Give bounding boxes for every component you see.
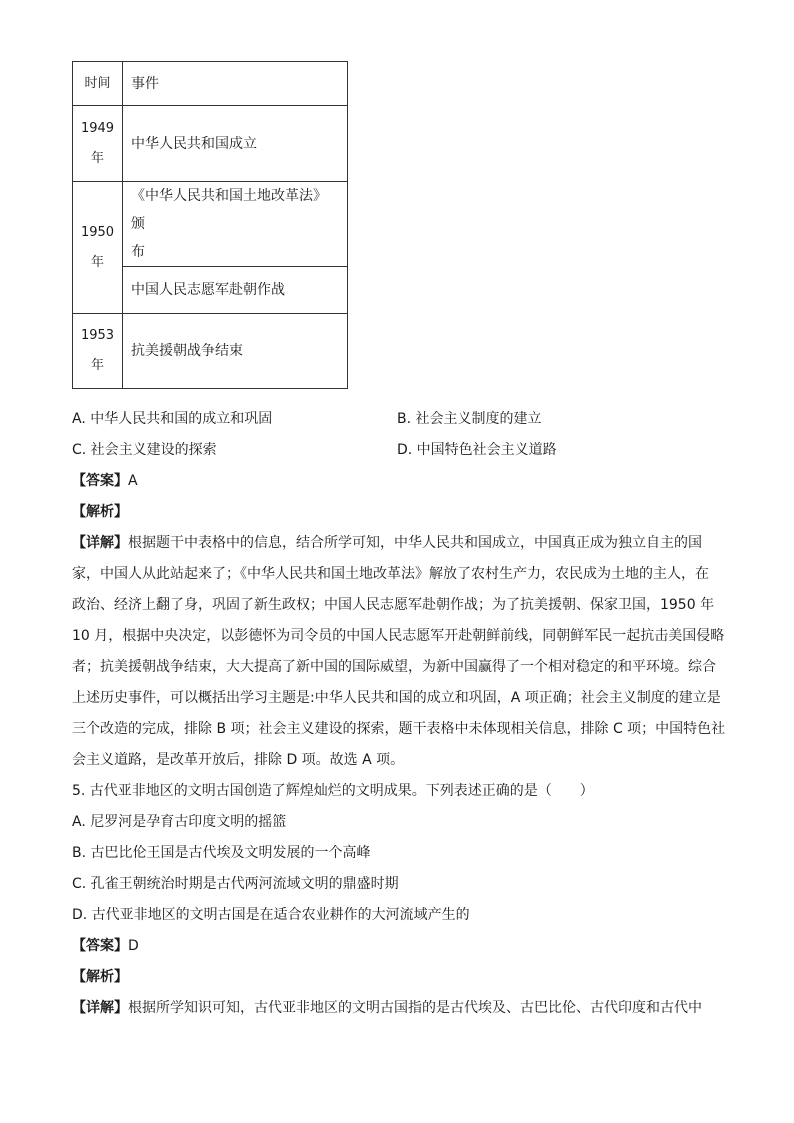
year-unit: 年: [90, 358, 104, 373]
detail-tag: 【详解】: [72, 1000, 128, 1016]
q5-answer-line: [72, 936, 139, 956]
detail-text: 根据所学知识可知，古代亚非地区的文明古国指的是古代埃及、古巴比伦、古代印度和古代中: [128, 1000, 702, 1016]
event-cell: 中国人民志愿军赴朝作战: [123, 267, 348, 314]
year-unit: 年: [90, 254, 104, 270]
q4-option-b: B. 社会主义制度的建立: [397, 411, 542, 427]
q4-option-a: A. 中华人民共和国的成立和巩固: [72, 411, 273, 427]
event-cell: 中华人民共和国成立: [123, 106, 348, 182]
q5-option-a: A. 尼罗河是孕育古印度文明的摇篮: [72, 814, 287, 830]
answer-value: D: [128, 938, 139, 954]
year-cell: [73, 106, 123, 182]
q5-option-c: C. 孔雀王朝统治时期是古代两河流域文明的鼎盛时期: [72, 876, 399, 892]
event-cell: [123, 182, 348, 267]
q5-stem: 5. 古代亚非地区的文明古国创造了辉煌灿烂的文明成果。下列表述正确的是（ ）: [72, 783, 594, 799]
q4-detail-line: 三个改造的完成，排除 B 项；社会主义建设的探索，题干表格中未体现相关信息，排除 C 项；中国特色社: [72, 721, 726, 737]
q4-detail-line: [72, 533, 702, 553]
header-time: 时间: [73, 62, 123, 106]
q4-detail-line: 会主义道路，是改革开放后，排除 D 项。故选 A 项。: [72, 752, 405, 768]
event-line: 布: [131, 244, 145, 260]
year-number: 1949: [80, 120, 115, 136]
event-cell: 抗美援朝战争结束: [123, 314, 348, 389]
header-event: 事件: [123, 62, 348, 106]
events-table: [72, 61, 348, 389]
q4-detail-line: 家，中国人从此站起来了；《中华人民共和国土地改革法》解放了农村生产力，农民成为土地的主人，在: [72, 566, 709, 582]
q4-detail-line: 上述历史事件，可以概括出学习主题是:中华人民共和国的成立和巩固，A 项正确；社会主义制度的建立是: [72, 690, 721, 706]
q4-option-d: D. 中国特色社会主义道路: [397, 442, 557, 458]
table-header-row: [73, 62, 348, 106]
year-cell: [73, 182, 123, 314]
q4-detail-line: 政治、经济上翻了身，巩固了新生政权；中国人民志愿军赴朝作战；为了抗美援朝、保家卫国，1950 年: [72, 597, 715, 613]
q5-analysis-tag: 【解析】: [72, 969, 128, 985]
year-cell: [73, 314, 123, 389]
year-unit: 年: [90, 150, 104, 166]
year-number: 1953: [80, 328, 115, 343]
detail-tag: 【详解】: [72, 535, 128, 551]
q4-answer-line: [72, 471, 138, 491]
answer-value: A: [128, 473, 138, 489]
table-row: [73, 182, 348, 267]
event-line: 《中华人民共和国土地改革法》颁: [131, 188, 327, 232]
table-row: [73, 314, 348, 389]
answer-tag: 【答案】: [72, 938, 128, 954]
detail-text: 根据题干中表格中的信息，结合所学可知，中华人民共和国成立，中国真正成为独立自主的国: [128, 535, 702, 551]
q5-option-d: D. 古代亚非地区的文明古国是在适合农业耕作的大河流域产生的: [72, 907, 470, 923]
q4-analysis-tag: 【解析】: [72, 504, 128, 520]
table-row: [73, 106, 348, 182]
q4-option-c: C. 社会主义建设的探索: [72, 442, 217, 458]
year-number: 1950: [80, 224, 115, 240]
q4-detail-line: 者；抗美援朝战争结束，大大提高了新中国的国际威望，为新中国赢得了一个相对稳定的和平环境。综合: [72, 659, 716, 675]
q5-option-b: B. 古巴比伦王国是古代埃及文明发展的一个高峰: [72, 845, 371, 861]
answer-tag: 【答案】: [72, 473, 128, 489]
q5-detail-line: [72, 998, 702, 1018]
q4-detail-line: 10 月，根据中央决定，以彭德怀为司令员的中国人民志愿军开赴朝鲜前线，同朝鲜军民一起抗击美国侵略: [72, 628, 725, 644]
